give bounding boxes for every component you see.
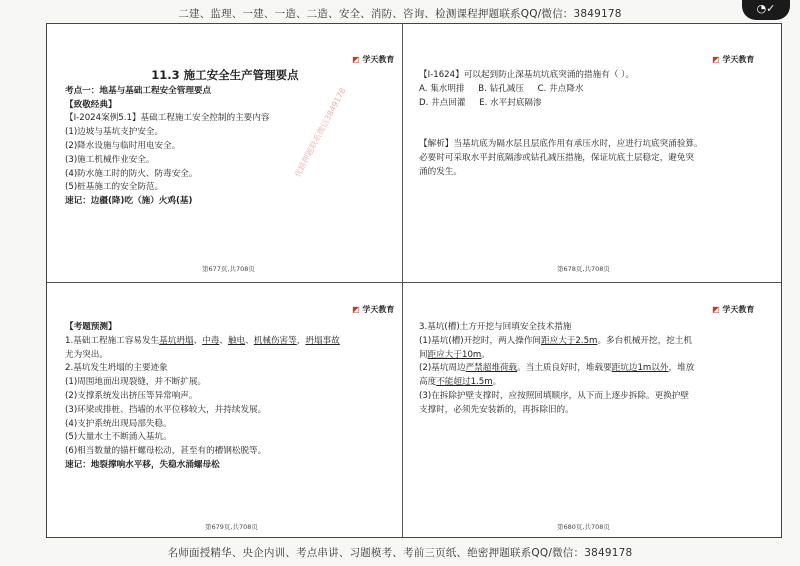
option-e: E. 水平封底隔渗 (479, 97, 542, 108)
text-run: (2)基坑周边 (419, 363, 466, 374)
option-a: A. 集水明排 (419, 83, 465, 94)
content-line: (3)环梁或排桩、挡墙的水平位移较大，并持续发展。 (65, 404, 267, 415)
option-c: C. 井点降水 (537, 83, 584, 94)
text-run: 间 (419, 349, 428, 360)
brand-mark-icon: ◩ (712, 55, 720, 64)
slide-title: 11.3 施工安全生产管理要点 (151, 68, 299, 82)
keyword: 距应大于2.5m (541, 335, 598, 346)
options-row (419, 97, 769, 111)
brand-mark-icon: ◩ (352, 305, 360, 314)
keyword: 基坑坍塌 (159, 335, 194, 346)
content-line: (3)施工机械作业安全。 (65, 154, 155, 165)
bottom-banner: 名师面授精华、央企内训、考点串讲、习题模考、考前三页纸、绝密押题联系QQ/微信：3849178 (167, 547, 633, 559)
section-label: 【考题预测】 (65, 322, 117, 332)
paragraph-1-cont (419, 349, 769, 363)
brand-text: 学天教育 (722, 55, 755, 64)
keyword: 触电 (227, 335, 246, 346)
page-number: 第677页,共708页 (202, 265, 255, 273)
mnemonic-line: 速记：边疆(降)吃（施）火鸡(基) (65, 196, 193, 207)
point-heading: 考点一：地基与基础工程安全管理要点 (65, 85, 212, 96)
subtitle: 2.基坑发生坍塌的主要迹象 (65, 363, 168, 374)
content-line: (2)降水设施与临时用电安全。 (65, 140, 181, 151)
content-line: (6)相当数量的锚杆螺母松动，甚至有的槽钢松脱等。 (65, 446, 267, 457)
horizontal-divider (47, 282, 781, 283)
section-title: 3.基坑(槽)土方开挖与回填安全技术措施 (419, 322, 572, 332)
page-number: 第678页,共708页 (557, 265, 610, 273)
slide-bottom-left (65, 321, 395, 473)
vertical-divider (402, 24, 403, 537)
analysis-line: 涌的发生。 (419, 166, 462, 177)
section-label: 【致敬经典】 (65, 99, 117, 110)
content-line: (5)桩基施工的安全防范。 (65, 182, 164, 193)
content-line: (5)大量水土不断涌入基坑。 (65, 432, 172, 443)
page-number: 第679页,共708页 (205, 523, 258, 531)
content-line: (1)边坡与基坑支护安全。 (65, 127, 164, 138)
keyword: 机械伤害等 (253, 335, 297, 346)
options-row (419, 83, 769, 97)
text-run: 。 (481, 349, 490, 360)
option-b: B. 钻孔减压 (478, 83, 524, 94)
content-line: (2)支撑系统发出挤压等异常响声。 (65, 390, 198, 401)
content-line: (4)防水施工时的防火、防毒安全。 (65, 168, 198, 179)
analysis-line: 【解析】当基坑底为隔水层且层底作用有承压水时，应进行坑底突涌验算。 (419, 139, 703, 150)
content-line: (4)支护系统出现局部失稳。 (65, 418, 172, 429)
paragraph-2-cont (419, 376, 769, 390)
corner-logo-icon: ◔✓ (742, 0, 790, 20)
analysis-line: 必要时可采取水平封底隔渗或钻孔减压措施，保证坑底土层稳定，避免突 (419, 153, 695, 164)
keyword: 严禁超堆荷载 (465, 363, 518, 374)
brand-logo (352, 54, 394, 65)
keyword: 不能超过1.5m (436, 377, 493, 388)
watermark: 优路押题联系微信3849178 (292, 86, 348, 179)
brand-text: 学天教育 (362, 305, 395, 314)
text-run: 。 (492, 377, 502, 388)
question-text: 【Ⅰ-1624】可以起到防止深基坑坑底突涌的措施有（ ）。 (419, 70, 635, 80)
brand-logo (352, 304, 394, 315)
intro-line: 尤为突出。 (65, 349, 108, 360)
brand-mark-icon: ◩ (712, 305, 720, 314)
top-banner: 二建、监理、一建、一造、二造、安全、消防、咨询、检测课程押题联系QQ/微信：3849178 (178, 8, 622, 20)
text-run: 。多台机械开挖，挖土机 (597, 335, 692, 346)
keyword: 坍塌事故 (305, 335, 340, 346)
intro-line: 1.基础工程施工容易发生基坑坍塌、中毒、触电、机械伤害等，坍塌事故 (65, 335, 340, 346)
brand-mark-icon: ◩ (352, 55, 360, 64)
text-run: (1)基坑(槽)开挖时，两人操作间 (419, 335, 542, 346)
keyword: 距应大于10m (427, 349, 482, 360)
brand-logo (712, 304, 754, 315)
slide-sheet (46, 23, 782, 538)
brand-logo (712, 54, 754, 65)
keyword: 中毒 (202, 335, 220, 346)
intro-prefix: 1.基础工程施工容易发生 (65, 335, 160, 346)
text-run: ，堆放 (668, 363, 695, 374)
text-run: 。当土质良好时，堆载要 (517, 363, 612, 374)
content-line: (1)周围地面出现裂缝，并不断扩展。 (65, 377, 207, 388)
page-number: 第680页,共708页 (557, 523, 610, 531)
brand-text: 学天教育 (362, 55, 395, 64)
option-d: D. 井点回灌 (419, 97, 466, 108)
paragraph-3-cont: 支撑时，必须先安装新的，再拆除旧的。 (419, 404, 574, 415)
paragraph-2 (419, 362, 769, 376)
keyword: 距坑边1m以外 (611, 363, 669, 374)
brand-text: 学天教育 (722, 305, 755, 314)
slide-bottom-right (419, 321, 769, 418)
text-run: 高度 (419, 377, 437, 388)
mnemonic-line: 速记：地裂撑响水平移，失稳水涌螺母松 (65, 459, 220, 470)
paragraph-1 (419, 335, 769, 349)
content-line: 【Ⅰ-2024案例5.1】基础工程施工安全控制的主要内容 (65, 113, 270, 124)
slide-top-right (419, 69, 769, 180)
paragraph-3: (3)在拆除护壁支撑时，应按照回填顺序，从下而上逐步拆除。更换护壁 (419, 390, 689, 401)
